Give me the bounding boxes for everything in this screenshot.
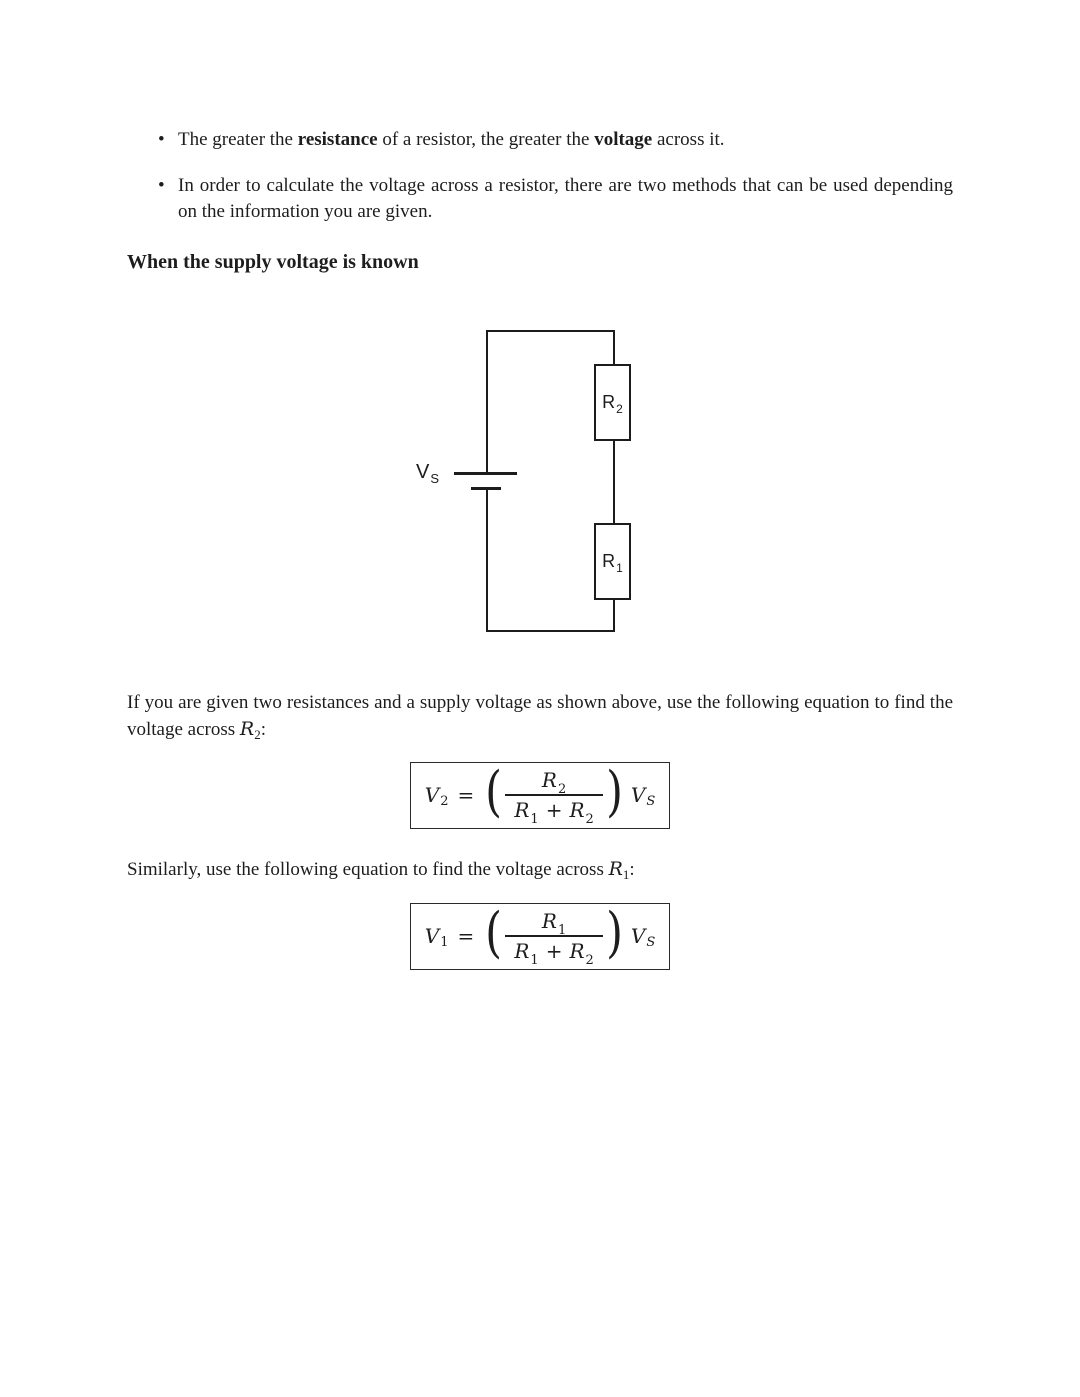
resistor-r1-label <box>602 551 623 575</box>
eq-rhs-var: V <box>630 783 646 808</box>
eq-num-subscript: 2 <box>557 782 567 798</box>
resistor-r1-subscript: 1 <box>616 561 623 575</box>
text-segment: In order to calculate the voltage across a resistor, there are two methods that can be used depending on the information you are given. <box>178 175 953 222</box>
text-segment: across it. <box>652 129 725 150</box>
text-segment: : <box>260 719 266 740</box>
eq-rhs-subscript: S <box>646 793 656 809</box>
bullet-marker-icon: • <box>158 129 165 150</box>
math-var-r: R <box>608 858 623 880</box>
eq-den-subscript-a: 1 <box>530 953 539 969</box>
eq-rhs-subscript: S <box>646 934 656 950</box>
text-segment: : <box>629 859 635 880</box>
wire-left-lower <box>486 489 488 632</box>
eq-den-subscript-a: 1 <box>530 812 539 828</box>
supply-voltage-subscript: S <box>430 471 440 486</box>
eq-rhs-var: V <box>630 924 646 949</box>
math-var-r: R <box>239 718 255 740</box>
eq-lhs-subscript: 1 <box>440 934 449 950</box>
equation-box-v2 <box>410 762 670 829</box>
text-segment: Similarly, use the following equation to find the voltage across <box>127 859 609 880</box>
equation-box-v1 <box>410 903 670 970</box>
eq-lhs-var: V <box>424 924 440 949</box>
supply-voltage-label <box>416 461 439 484</box>
wire-right-upper <box>613 330 615 366</box>
resistor-r2-symbol: R <box>602 392 616 412</box>
bullet-marker-icon: • <box>158 175 165 196</box>
right-paren: ) <box>605 901 623 964</box>
wire-bottom <box>486 630 615 632</box>
resistor-r2-subscript: 2 <box>616 402 623 416</box>
resistor-r1-box <box>594 523 631 600</box>
eq-den-var-b: R <box>569 798 585 823</box>
eq-lhs-var: V <box>424 783 440 808</box>
eq-den-subscript-b: 2 <box>585 812 594 828</box>
right-paren: ) <box>605 760 623 823</box>
eq-num-var: R <box>541 909 557 934</box>
math-subscript: 1 <box>622 867 630 882</box>
bold-term-resistance: resistance <box>297 129 378 150</box>
battery-long-plate <box>454 472 517 475</box>
equals-sign: = <box>457 924 475 949</box>
text-segment: of a resistor, the greater the <box>377 129 595 150</box>
text-segment: The greater the <box>178 129 298 150</box>
eq-num-var: R <box>541 768 557 793</box>
wire-top <box>486 330 615 332</box>
fraction-numerator <box>533 909 575 939</box>
left-paren: ( <box>485 901 503 964</box>
section-heading: When the supply voltage is known <box>127 251 419 273</box>
left-paren: ( <box>485 760 503 823</box>
paragraph-r2 <box>127 690 953 744</box>
eq-den-var-a: R <box>514 798 530 823</box>
fraction <box>505 909 602 969</box>
plus-sign: + <box>545 939 563 964</box>
equation-row-v1 <box>127 903 953 970</box>
bold-term-voltage: voltage <box>594 129 653 150</box>
fraction-denominator <box>505 794 602 828</box>
wire-left-upper <box>486 330 488 474</box>
fraction-numerator <box>533 768 575 798</box>
wire-right-lower <box>613 600 615 632</box>
battery-short-plate <box>471 487 501 490</box>
plus-sign: + <box>545 798 563 823</box>
equals-sign: = <box>457 783 475 808</box>
eq-lhs-subscript: 2 <box>440 793 449 809</box>
eq-den-subscript-b: 2 <box>585 953 594 969</box>
fraction <box>505 768 602 828</box>
math-subscript: 2 <box>254 727 261 742</box>
eq-num-subscript: 1 <box>557 923 567 939</box>
paragraph-r1 <box>127 856 953 884</box>
wire-right-middle <box>613 441 615 525</box>
resistor-r2-box <box>594 364 631 441</box>
equation-row-v2 <box>127 762 953 829</box>
resistor-r2-label <box>602 392 623 416</box>
text-segment: If you are given two resistances and a supply voltage as shown above, use the following equation to find the voltage across <box>127 692 953 740</box>
resistor-r1-symbol: R <box>602 551 616 571</box>
eq-den-var-b: R <box>569 939 585 964</box>
fraction-denominator <box>505 935 602 969</box>
supply-voltage-symbol: V <box>416 461 430 483</box>
eq-den-var-a: R <box>514 939 530 964</box>
